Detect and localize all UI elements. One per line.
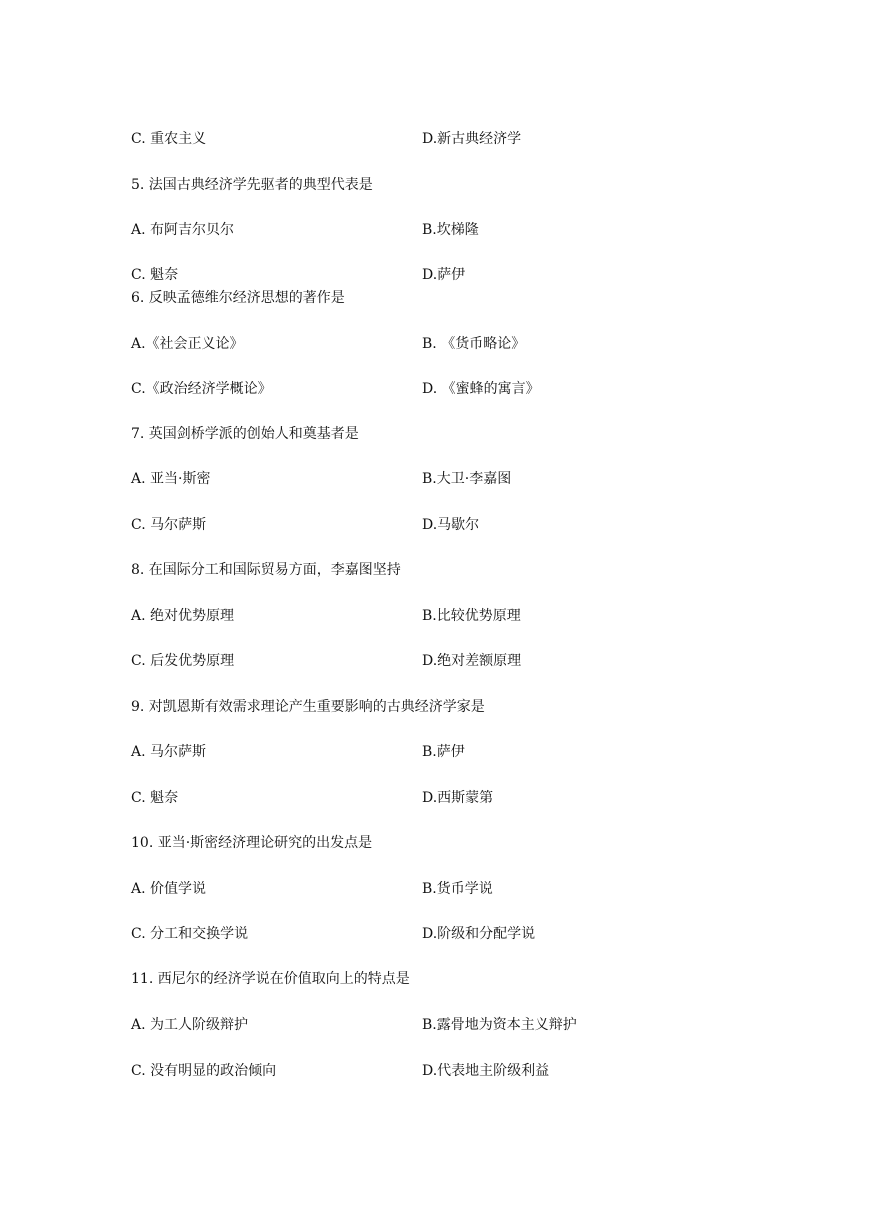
option-a: A. 为工人阶级辩护 (131, 1017, 249, 1033)
option-a: A. 布阿吉尔贝尔 (131, 222, 235, 238)
question-11: 11. 西尼尔的经济学说在价值取向上的特点是 (131, 971, 410, 987)
option-c: C. 魁奈 (131, 267, 179, 283)
option-c: C. 没有明显的政治倾向 (131, 1063, 277, 1079)
option-d: D. 《蜜蜂的寓言》 (422, 381, 540, 397)
option-b: B.大卫·李嘉图 (422, 471, 512, 487)
option-c: C. 后发优势原理 (131, 653, 235, 669)
question-8: 8. 在国际分工和国际贸易方面，李嘉图坚持 (131, 562, 401, 578)
option-d: D.绝对差额原理 (422, 653, 522, 669)
question-7: 7. 英国剑桥学派的创始人和奠基者是 (131, 426, 359, 442)
option-a: A. 价值学说 (131, 881, 207, 897)
option-b: B.露骨地为资本主义辩护 (422, 1017, 577, 1033)
option-c: C. 魁奈 (131, 790, 179, 806)
option-d: D.新古典经济学 (422, 131, 522, 147)
option-c: C.《政治经济学概论》 (131, 381, 272, 397)
option-d: D.代表地主阶级利益 (422, 1063, 550, 1079)
option-d: D.西斯蒙第 (422, 790, 494, 806)
option-a: A. 绝对优势原理 (131, 608, 235, 624)
option-a: A. 马尔萨斯 (131, 744, 207, 760)
option-a: A.《社会正义论》 (131, 336, 244, 352)
question-6: 6. 反映孟德维尔经济思想的著作是 (131, 290, 345, 306)
option-c: C. 马尔萨斯 (131, 517, 207, 533)
question-9: 9. 对凯恩斯有效需求理论产生重要影响的古典经济学家是 (131, 699, 485, 715)
option-d: D.萨伊 (422, 267, 466, 283)
option-b: B.货币学说 (422, 881, 493, 897)
option-c: C. 分工和交换学说 (131, 926, 249, 942)
option-b: B.坎梯隆 (422, 222, 479, 238)
option-d: D.马歇尔 (422, 517, 480, 533)
option-c: C. 重农主义 (131, 131, 207, 147)
option-d: D.阶级和分配学说 (422, 926, 536, 942)
option-b: B. 《货币略论》 (422, 336, 526, 352)
option-a: A. 亚当·斯密 (131, 471, 211, 487)
question-5: 5. 法国古典经济学先驱者的典型代表是 (131, 177, 373, 193)
option-b: B.比较优势原理 (422, 608, 521, 624)
question-10: 10. 亚当·斯密经济理论研究的出发点是 (131, 835, 373, 851)
option-b: B.萨伊 (422, 744, 465, 760)
